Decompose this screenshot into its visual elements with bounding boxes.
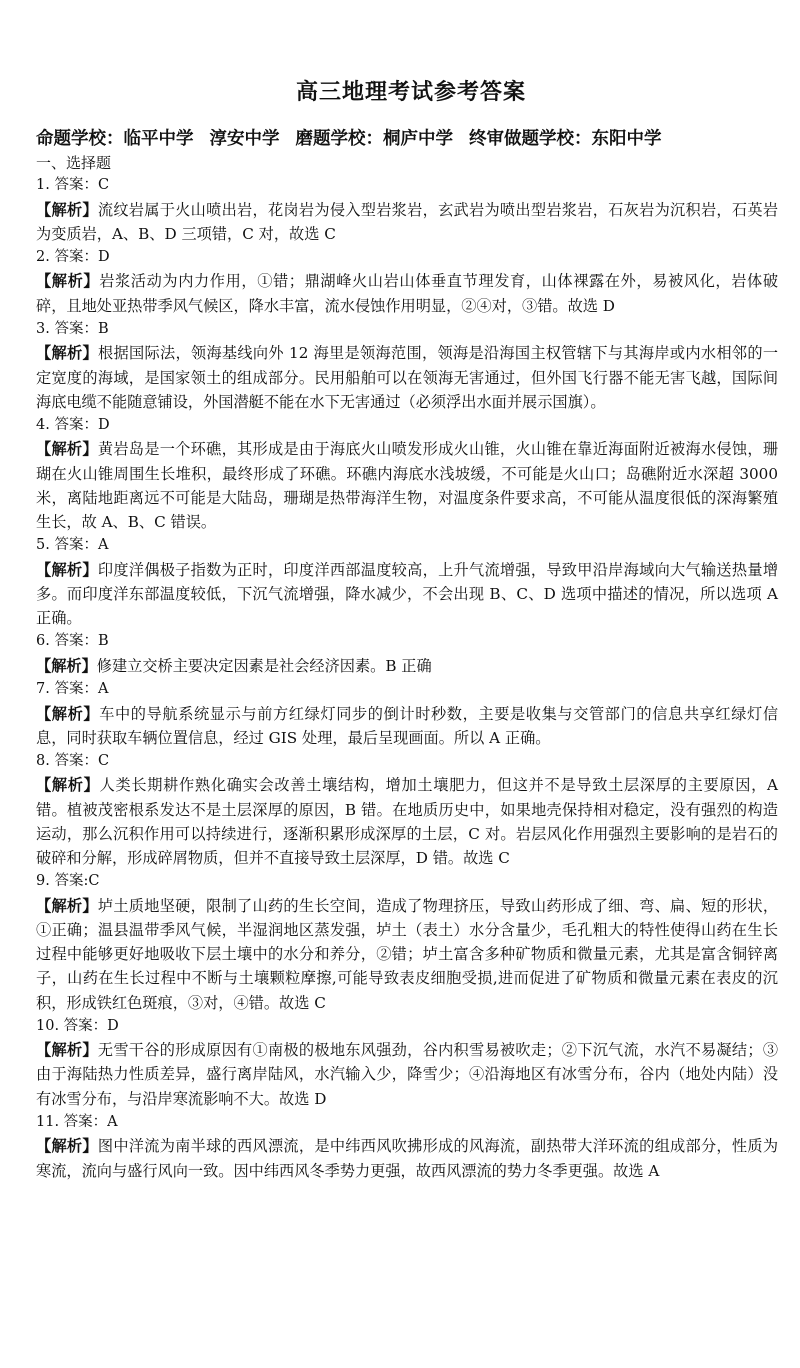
answer-item [36,318,786,414]
answer-item [36,414,786,534]
answer-line: 3. 答案：B [36,320,109,337]
answer-line: 1. 答案：C [36,177,110,193]
analysis-tag: 【解析】 [36,272,100,291]
answer-line: 2. 答案：D [36,248,110,265]
analysis-body: 垆土质地坚硬，限制了山药的生长空间，造成了物理挤压，导致山药形成了细、弯、扁、短的形状，①正确；温县温带季风气候，半湿润地区蒸发强，垆土（表土）水分含量少，毛孔粗大的特性使得山药在生长过程中能够更好地吸收下层土壤中的水分和养分，②错；垆土富含多种矿物质和微量元素，尤其是富含铜锌离子，山药在生长过程中不断与土壤颗粒摩擦,可能导致表皮细胞受损,进而促进了矿物质和微量元素在表皮的沉积，形成铁红色斑痕，③对，④错。故选 C [36,896,779,1012]
analysis-body: 根据国际法，领海基线向外 12 海里是领海范围，领海是沿海国主权管辖下与其海岸或内水相邻的一定宽度的海域，是国家领土的组成部分。民用船舶可以在领海无害通过，但外国飞行器不能无害飞越，国际间海底电缆不能随意铺设，外国潜艇不能在水下无害通过（必须浮出水面并展示国旗）。 [36,344,779,411]
analysis-text [36,198,786,246]
analysis-body: 无雪干谷的形成原因有①南极的极地东风强劲，谷内积雪易被吹走；②下沉气流，水汽不易凝结；③由于海陆热力性质差异，盛行离岸陆风，水汽输入少，降雪少；④沿海地区有冰雪分布，谷内（地处内陆）没有冰雪分布，与沿岸寒流影响不大。故选 D [36,1041,779,1108]
analysis-text [36,1134,786,1182]
analysis-body: 修建立交桥主要决定因素是社会经济因素。B 正确 [96,656,432,675]
answer-line: 7. 答案：A [36,681,109,698]
analysis-tag: 【解析】 [36,776,100,795]
analysis-text [36,773,786,870]
analysis-tag: 【解析】 [36,704,100,723]
analysis-tag: 【解析】 [36,344,98,363]
page-title: 高三地理考试参考答案 [295,80,526,105]
analysis-body: 图中洋流为南半球的西风漂流，是中纬西风吹拂形成的风海流，副热带大洋环流的组成部分，性质为寒流，流向与盛行风向一致。因中纬西风冬季势力更强，故西风漂流的势力冬季更强。故选 A [36,1137,779,1180]
propose-school-2: 淳安中学 [209,129,280,149]
propose-school: 命题学校：临平中学 [36,129,194,149]
analysis-body: 岩浆活动为内力作用，①错；鼎湖峰火山岩山体垂直节理发育，山体裸露在外，易被风化，岩体破碎，且地处亚热带季风气候区，降水丰富，流水侵蚀作用明显，②④对，③错。故选 D [36,272,779,315]
section-heading: 一、选择题 [36,154,112,172]
answer-item [36,870,786,1015]
analysis-text [36,269,786,317]
analysis-body: 印度洋偶极子指数为正时，印度洋西部温度较高，上升气流增强，导致甲沿岸海域向大气输送热量增多。而印度洋东部温度较低，下沉气流增强，降水减少，不会出现 B、C、D 选项中描述的情况，所以选项 A 正确。 [36,560,779,628]
answer-line: 10. 答案：D [36,1017,119,1034]
analysis-text [36,437,786,534]
answer-item [36,534,786,630]
answer-line: 9. 答案:C [36,873,100,890]
answer-line: 6. 答案：B [36,633,109,650]
analysis-text [36,654,786,678]
analysis-body: 黄岩岛是一个环礁，其形成是由于海底火山喷发形成火山锥，火山锥在靠近海面附近被海水侵蚀，珊瑚在火山锥周围生长堆积，最终形成了环礁。环礁内海底水浅坡缓，不可能是火山口；岛礁附近水深超 3000 米，离陆地距离远不可能是大陆岛，珊瑚是热带海洋生物，对温度条件要求高，不可能从温度很低的深海繁殖生长，故 A、B、C 错误。 [36,440,779,532]
analysis-text [36,1038,786,1111]
answer-list [36,174,786,1183]
analysis-text [36,558,786,631]
analysis-text [36,341,786,414]
answer-item [36,246,786,318]
analysis-text [36,702,786,750]
answer-item [36,630,786,678]
analysis-tag: 【解析】 [36,656,97,675]
answer-item [36,1111,786,1183]
analysis-tag: 【解析】 [36,560,98,579]
analysis-tag: 【解析】 [36,896,98,915]
answer-line: 8. 答案：C [36,752,110,769]
answer-line: 4. 答案：D [36,416,110,433]
answer-item [36,1015,786,1111]
answer-line: 11. 答案：A [36,1113,118,1130]
answer-line: 5. 答案：A [36,537,109,554]
polish-school: 磨题学校：桐庐中学 [295,129,453,149]
answer-item [36,174,786,246]
analysis-tag: 【解析】 [36,1041,98,1060]
analysis-tag: 【解析】 [36,440,98,459]
analysis-body: 人类长期耕作熟化确实会改善土壤结构，增加土壤肥力，但这并不是导致土层深厚的主要原因，A 错。植被茂密根系发达不是土层深厚的原因，B 错。在地质历史中，如果地壳保持相对稳定，没有强烈的构造运动，那么沉积作用可以持续进行，逐渐积累形成深厚的土层，C 对。岩层风化作用强烈主要影响的是岩石的破碎和分解，形成碎屑物质，但并不直接导致土层深厚，D 错。故选 C [36,776,779,868]
final-review-school: 终审做题学校：东阳中学 [469,129,662,149]
analysis-text [36,894,786,1015]
analysis-tag: 【解析】 [36,1137,98,1156]
analysis-tag: 【解析】 [36,200,98,219]
answer-item [36,678,786,750]
answer-item [36,750,786,870]
analysis-body: 流纹岩属于火山喷出岩，花岗岩为侵入型岩浆岩，玄武岩为喷出型岩浆岩，石灰岩为沉积岩，石英岩为变质岩，A、B、D 三项错，C 对，故选 C [36,200,779,243]
analysis-body: 车中的导航系统显示与前方红绿灯同步的倒计时秒数，主要是收集与交管部门的信息共享红绿灯信息，同时获取车辆位置信息，经过 GIS 处理，最后呈现画面。所以 A 正确。 [36,704,779,747]
school-credits [36,126,786,152]
